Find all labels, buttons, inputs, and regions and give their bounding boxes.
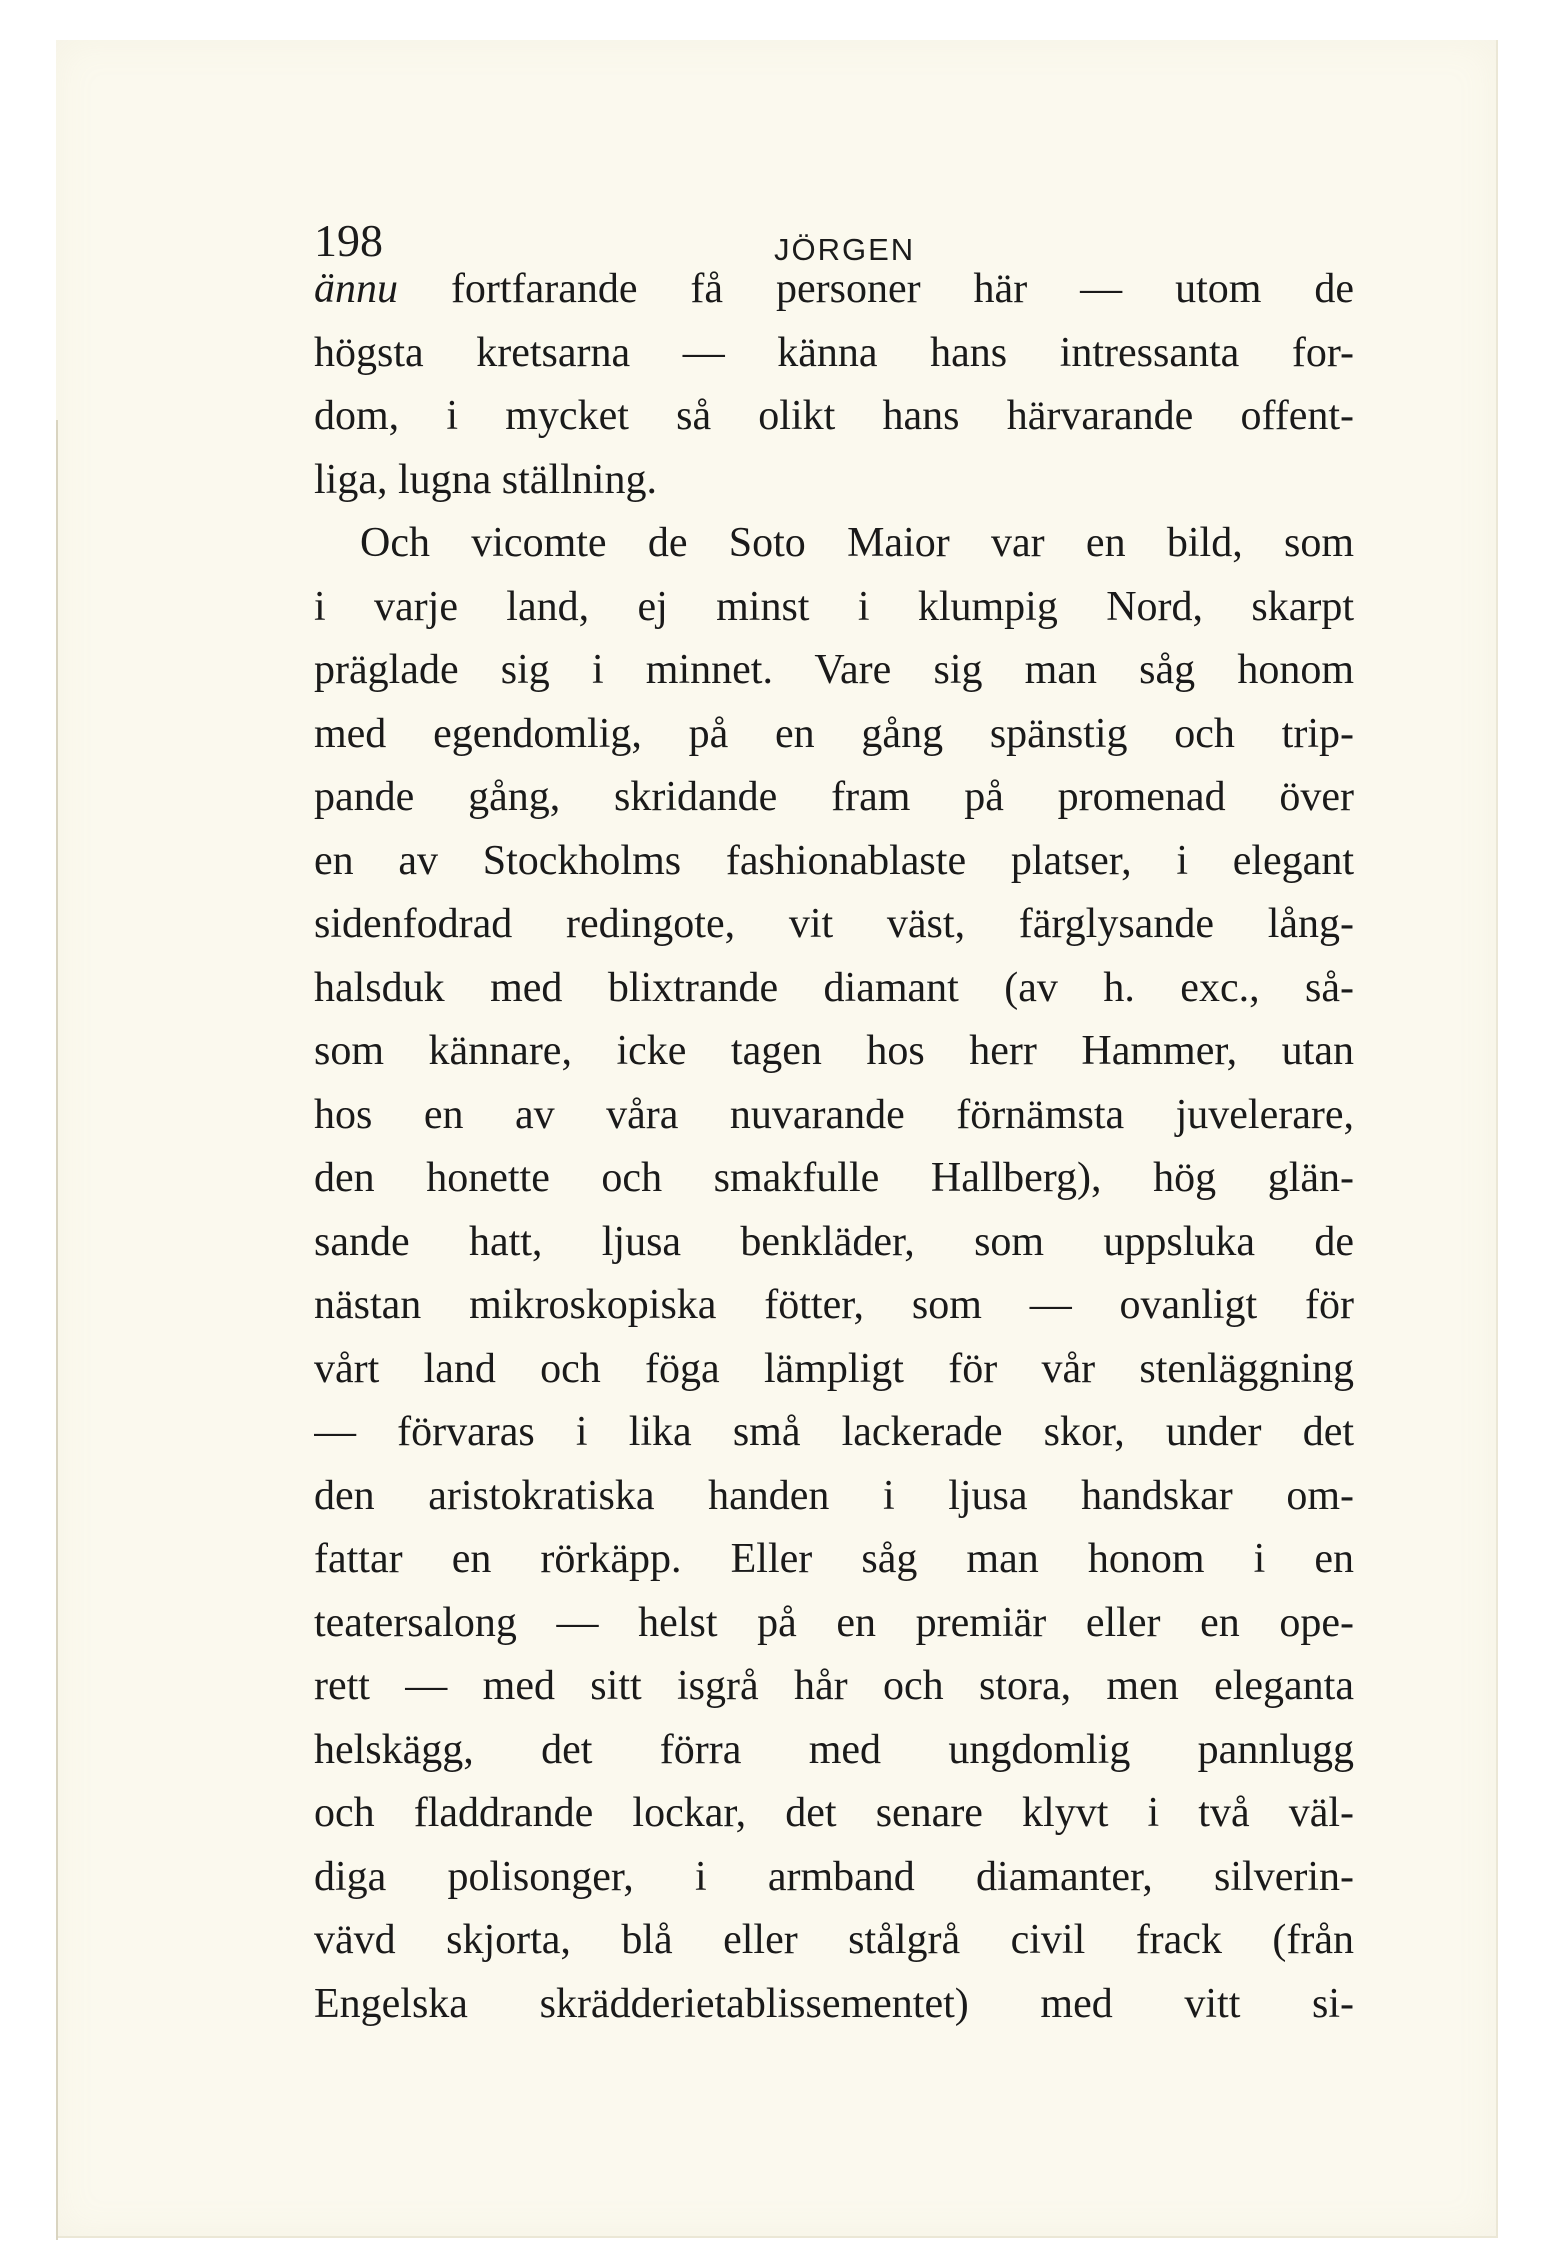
- text-line-7: präglade sig i minnet. Vare sig man såg honom: [314, 647, 1354, 693]
- text-line-8: med egendomlig, på en gång spänstig och trip-: [314, 710, 1354, 757]
- text-line-1: [314, 258, 1354, 322]
- text-line-13: som kännare, icke tagen hos herr Hammer, utan: [314, 1028, 1354, 1074]
- text-line-22: teatersalong — helst på en premiär eller en ope-: [314, 1599, 1354, 1646]
- body-text: [314, 258, 1354, 2036]
- text-line-15: den honette och smakfulle Hallberg), hög glän-: [314, 1155, 1354, 1201]
- text-line-24: helskägg, det förra med ungdomlig pannlugg: [314, 1726, 1354, 1773]
- text-line-1-rest: fortfarande få personer här — utom de: [398, 266, 1354, 312]
- text-line-19: — förvaras i lika små lackerade skor, under det: [314, 1409, 1354, 1455]
- text-line-25: och fladdrande lockar, det senare klyvt i två väl-: [314, 1790, 1354, 1836]
- text-line-27: vävd skjorta, blå eller stålgrå civil frack (från: [314, 1917, 1354, 1963]
- text-line-14: hos en av våra nuvarande förnämsta juvelerare,: [314, 1091, 1354, 1138]
- text-line-26: diga polisonger, i armband diamanter, silverin-: [314, 1853, 1354, 1900]
- italic-word: ännu: [314, 266, 398, 312]
- text-line-18: vårt land och föga lämpligt för vår stenläggning: [314, 1345, 1354, 1392]
- text-line-16: sande hatt, ljusa benkläder, som uppsluka de: [314, 1218, 1354, 1265]
- running-title: JÖRGEN: [774, 232, 916, 267]
- text-line-20: den aristokratiska handen i ljusa handskar om-: [314, 1472, 1354, 1519]
- page-number: 198: [314, 215, 383, 266]
- page-header: [314, 180, 1354, 267]
- text-line-9: pande gång, skridande fram på promenad över: [314, 774, 1354, 820]
- page-edge-shadow: [56, 420, 58, 2240]
- text-line-4: liga, lugna ställning.: [314, 456, 657, 503]
- text-line-6: i varje land, ej minst i klumpig Nord, skarpt: [314, 583, 1354, 630]
- text-line-12: halsduk med blixtrande diamant (av h. exc., så-: [314, 964, 1354, 1011]
- text-line-28: Engelska skrädderietablissementet) med vitt si-: [314, 1980, 1354, 2027]
- text-line-23: rett — med sitt isgrå hår och stora, men eleganta: [314, 1663, 1354, 1709]
- text-line-5: Och vicomte de Soto Maior var en bild, som: [360, 520, 1354, 566]
- text-line-2: högsta kretsarna — känna hans intressanta for-: [314, 329, 1354, 376]
- text-line-11: sidenfodrad redingote, vit väst, färglysande lång-: [314, 901, 1354, 947]
- text-line-10: en av Stockholms fashionablaste platser, i elegant: [314, 837, 1354, 884]
- text-line-17: nästan mikroskopiska fötter, som — ovanligt för: [314, 1282, 1354, 1328]
- text-line-21: fattar en rörkäpp. Eller såg man honom i en: [314, 1536, 1354, 1582]
- text-line-3: dom, i mycket så olikt hans härvarande offent-: [314, 393, 1354, 439]
